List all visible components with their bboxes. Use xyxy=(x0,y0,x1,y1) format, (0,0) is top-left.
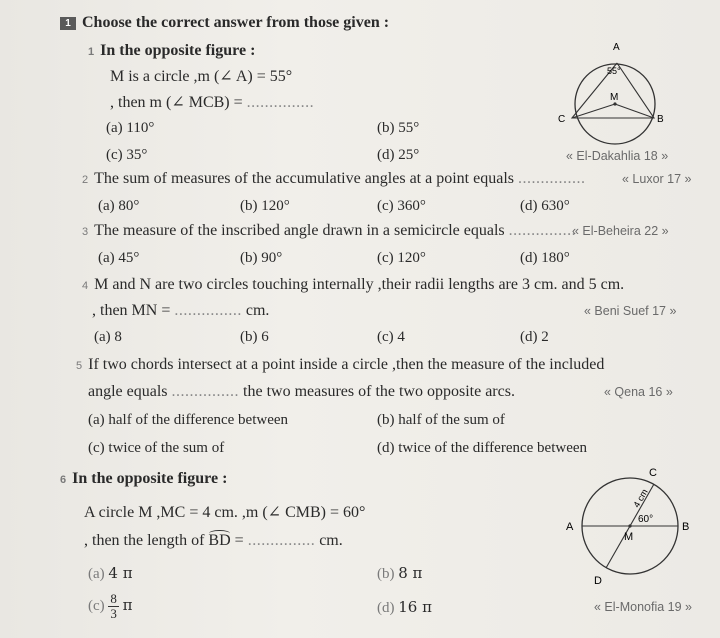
q4-option-b[interactable]: (b) 6 xyxy=(240,329,269,345)
q1-source: « El-Dakahlia 18 » xyxy=(566,149,669,163)
q1-segment-bm xyxy=(615,104,654,118)
q3-option-c[interactable]: (c) 120° xyxy=(377,250,426,266)
q6-option-d[interactable]: (d) 16 π xyxy=(377,598,432,616)
q6-label-radius: 4 cm xyxy=(631,487,650,510)
exercise-header xyxy=(60,14,389,32)
q6-heading: 6 In the opposite figure : xyxy=(60,470,228,487)
q4-line2: , then MN = ............... cm. xyxy=(92,302,270,319)
q4-option-c[interactable]: (c) 4 xyxy=(377,329,405,345)
q1-line2: , then m (∠ MCB) = ............... xyxy=(110,94,315,111)
exercise-title: Choose the correct answer from those given : xyxy=(82,14,390,31)
q6-answer-blank[interactable]: ............... xyxy=(247,532,316,549)
q1-option-b[interactable]: (b) 55° xyxy=(377,120,420,136)
q4-number: 4 xyxy=(82,280,89,292)
q6-label-a: A xyxy=(566,521,574,533)
q5-text: 5 If two chords intersect at a point inside a circle ,then the measure of the included xyxy=(76,356,605,373)
q1-segment-cm xyxy=(572,104,615,118)
q3-option-a[interactable]: (a) 45° xyxy=(98,250,140,266)
q2-option-a[interactable]: (a) 80° xyxy=(98,198,140,214)
q5-option-c[interactable]: (c) twice of the sum of xyxy=(88,440,225,456)
q4-answer-blank[interactable]: ............... xyxy=(174,302,242,319)
q1-label-b: B xyxy=(657,114,664,125)
q5-source: « Qena 16 » xyxy=(604,385,673,399)
q6-number: 6 xyxy=(60,474,67,486)
q1-line1: M is a circle ,m (∠ A) = 55° xyxy=(110,68,293,85)
q3-option-b[interactable]: (b) 90° xyxy=(240,250,283,266)
q6-label-angle: 60° xyxy=(638,514,654,525)
q6-option-c[interactable]: (c) $\frac{8}{3}$ π xyxy=(88,591,133,621)
q6-source: « El-Monofia 19 » xyxy=(594,600,692,614)
q1-option-c[interactable]: (c) 35° xyxy=(106,147,148,163)
q6-arc-bd: BD xyxy=(208,532,231,549)
q1-number: 1 xyxy=(88,46,95,58)
q6-label-b: B xyxy=(682,521,690,533)
q5-option-b[interactable]: (b) half of the sum of xyxy=(377,412,505,428)
q4-option-a[interactable]: (a) 8 xyxy=(94,329,122,345)
q3-option-d[interactable]: (d) 180° xyxy=(520,250,570,266)
q1-label-angle: 55° xyxy=(607,66,621,76)
q6-option-b[interactable]: (b) 8 π xyxy=(377,564,423,582)
q2-number: 2 xyxy=(82,174,89,186)
q1-option-d[interactable]: (d) 25° xyxy=(377,147,420,163)
q6-option-c-fraction: $\frac{8}{3}$ xyxy=(110,591,117,621)
q6-label-m: M xyxy=(624,531,634,543)
q4-option-d[interactable]: (d) 2 xyxy=(520,329,549,345)
q2-text: 2 The sum of measures of the accumulative angles at a point equals ............... xyxy=(82,170,586,187)
q2-option-b[interactable]: (b) 120° xyxy=(240,198,290,214)
q2-source: « Luxor 17 » xyxy=(622,172,692,186)
q1-circle-figure xyxy=(555,38,670,148)
exercise-number-badge: 1 xyxy=(60,17,76,30)
q1-option-a[interactable]: (a) 110° xyxy=(106,120,155,136)
q4-text: 4 M and N are two circles touching internally ,their radii lengths are 3 cm. and 5 cm. xyxy=(82,276,625,293)
q1-heading: 1 In the opposite figure : xyxy=(88,42,256,59)
q2-option-d[interactable]: (d) 630° xyxy=(520,198,570,214)
q6-line2: , then the length of BD = ............... cm. xyxy=(84,532,343,549)
q5-option-d[interactable]: (d) twice of the difference between xyxy=(377,440,588,456)
q6-option-a[interactable]: (a) 4 π xyxy=(88,564,133,582)
q6-label-c: C xyxy=(649,467,657,479)
q5-line2: angle equals ............... the two measures of the two opposite arcs. xyxy=(88,383,515,400)
q6-line1: A circle M ,MC = 4 cm. ,m (∠ CMB) = 60° xyxy=(84,504,366,521)
q6-center-dot xyxy=(628,524,631,527)
q3-answer-blank[interactable]: ............... xyxy=(508,222,577,239)
q5-number: 5 xyxy=(76,360,83,372)
q4-source: « Beni Suef 17 » xyxy=(584,304,677,318)
q6-circle-figure xyxy=(560,460,700,588)
q1-label-m: M xyxy=(610,92,619,103)
q6-label-d: D xyxy=(594,575,602,587)
q1-answer-blank[interactable]: ............... xyxy=(246,94,315,111)
q1-label-c: C xyxy=(558,114,566,125)
q3-text: 3 The measure of the inscribed angle drawn in a semicircle equals ............... xyxy=(82,222,577,239)
q5-answer-blank[interactable]: ............... xyxy=(171,383,240,400)
q3-number: 3 xyxy=(82,226,89,238)
q2-option-c[interactable]: (c) 360° xyxy=(377,198,426,214)
q1-label-a: A xyxy=(613,42,620,53)
q2-answer-blank[interactable]: ............... xyxy=(517,170,586,187)
q5-option-a[interactable]: (a) half of the difference between xyxy=(88,412,289,428)
q3-source: « El-Beheira 22 » xyxy=(572,224,669,238)
